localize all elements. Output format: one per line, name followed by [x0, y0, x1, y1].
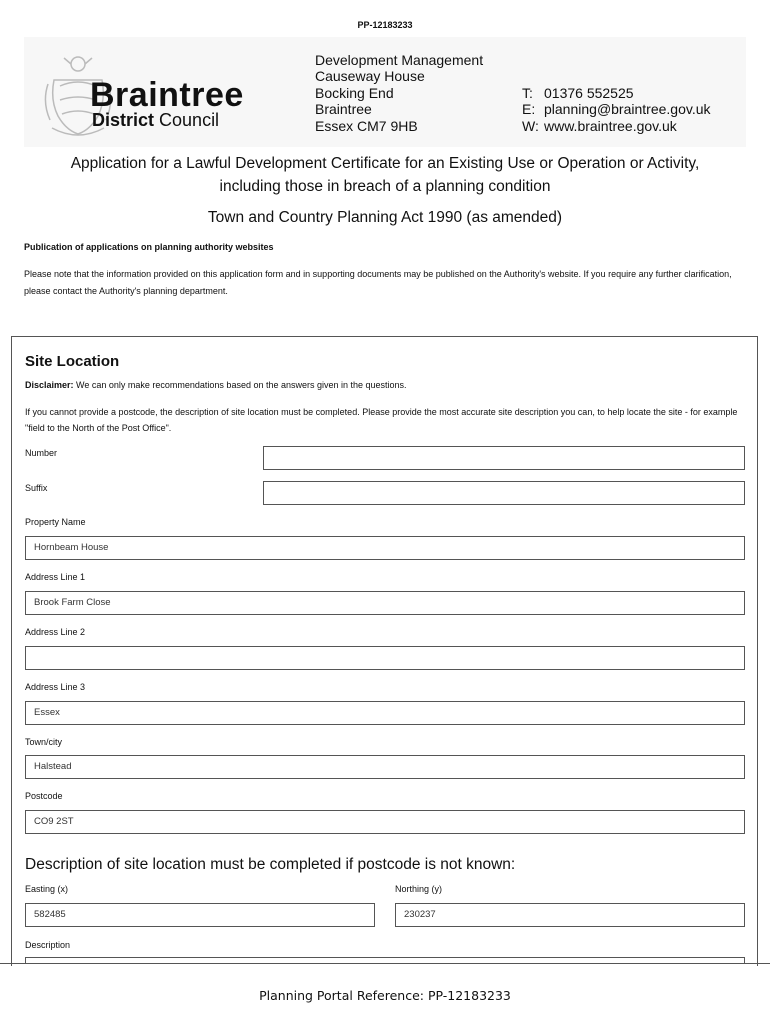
- address-line: Essex CM7 9HB: [315, 117, 418, 134]
- suffix-field[interactable]: [263, 481, 745, 505]
- phone: T: 01376 552525: [522, 85, 634, 101]
- office-address: [315, 52, 483, 134]
- address-line-2-field[interactable]: [25, 646, 745, 670]
- easting-field[interactable]: 582485: [25, 903, 375, 927]
- address-line: Development Management: [315, 52, 484, 68]
- page-divider: [0, 963, 770, 964]
- suffix-label: Suffix: [25, 483, 48, 493]
- address-line-3-label: Address Line 3: [25, 682, 86, 692]
- contact-details: [522, 85, 711, 134]
- footer-reference: Planning Portal Reference: PP-12183233: [259, 988, 511, 1003]
- brand-name: Braintree: [90, 76, 244, 114]
- description-label: Description: [25, 940, 71, 950]
- postcode-field[interactable]: CO9 2ST: [25, 810, 745, 834]
- brand-subtitle: District Council: [92, 110, 220, 130]
- number-field[interactable]: [263, 446, 745, 470]
- northing-field[interactable]: 230237: [395, 903, 745, 927]
- northing-label: Northing (y): [395, 884, 443, 894]
- council-logo: [40, 50, 270, 138]
- address-line-1-label: Address Line 1: [25, 572, 86, 582]
- publication-heading: Publication of applications on planning authority websites: [24, 242, 274, 252]
- address-line: Causeway House: [315, 68, 425, 85]
- postcode-note: If you cannot provide a postcode, the description of site location must be completed. Please provide the most accurate site description you can, to help locate the site - for example "field to the North of the Post Office".: [25, 407, 738, 433]
- form-title: Application for a Lawful Development Certificate for an Existing Use or Operation or Activity, including those in breach of a planning condition: [70, 155, 700, 195]
- town-field[interactable]: Halstead: [25, 755, 745, 779]
- description-heading: Description of site location must be completed if postcode is not known:: [25, 856, 516, 873]
- address-line: Braintree: [315, 101, 372, 118]
- website: W: www.braintree.gov.uk: [522, 117, 677, 134]
- postcode-label: Postcode: [25, 791, 63, 801]
- address-line: Bocking End: [315, 84, 394, 101]
- easting-label: Easting (x): [25, 884, 69, 894]
- section-title: Site Location: [25, 353, 120, 370]
- number-label: Number: [25, 448, 58, 458]
- property-name-label: Property Name: [25, 517, 86, 527]
- property-name-field[interactable]: Hornbeam House: [25, 536, 745, 560]
- address-line-1-field[interactable]: Brook Farm Close: [25, 591, 745, 615]
- reference-header: PP-12183233: [357, 20, 413, 30]
- publication-text: Please note that the information provided on this application form and in supporting documents may be published on the Authority's website. If you require any further clarification, please contact the Authority's planning department.: [24, 269, 732, 296]
- disclaimer: Disclaimer: We can only make recommendations based on the answers given in the questions.: [25, 380, 407, 390]
- email: E: planning@braintree.gov.uk: [522, 101, 711, 118]
- town-label: Town/city: [25, 737, 63, 747]
- address-line-3-field[interactable]: Essex: [25, 701, 745, 725]
- address-line-2-label: Address Line 2: [25, 627, 86, 637]
- act-title: Town and Country Planning Act 1990 (as amended): [207, 209, 563, 226]
